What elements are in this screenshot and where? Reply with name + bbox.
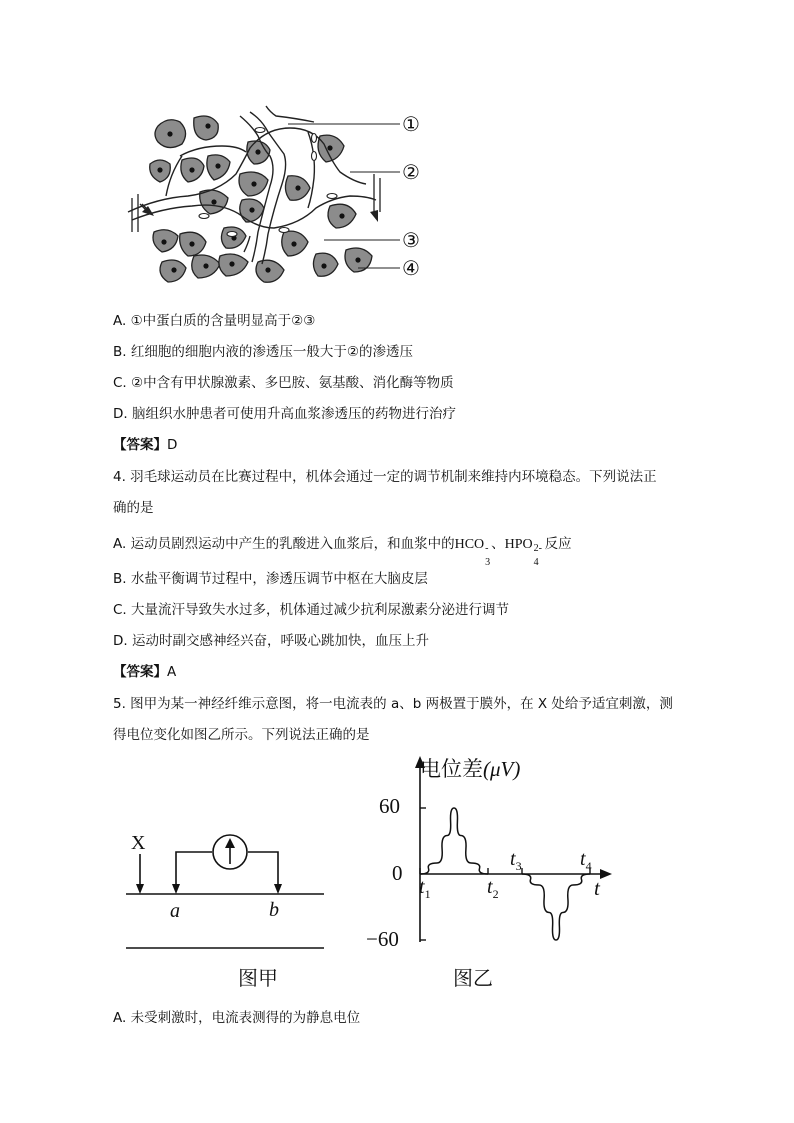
q4-option-c: C. 大量流汗导致失水过多，机体通过减少抗利尿激素分泌进行调节 <box>113 602 510 618</box>
tissue-cell <box>194 116 219 140</box>
figure-caption-yi: 图乙 <box>453 966 493 990</box>
q4-option-a-suffix: 反应 <box>544 536 572 552</box>
ytick-60: 60 <box>379 794 400 818</box>
meter-wire <box>248 852 278 890</box>
q4-option-a-prefix: A. 运动员剧烈运动中产生的乳酸进入血浆后，和血浆中的 <box>113 536 455 552</box>
q3-option-d: D. 脑组织水肿患者可使用升高血浆渗透压的药物进行治疗 <box>113 406 456 422</box>
electrode-a-label: a <box>170 900 180 922</box>
q3-answer <box>113 436 177 454</box>
marker-4: ④ <box>402 256 420 280</box>
q4-option-a <box>113 535 572 568</box>
marker-3: ③ <box>402 228 420 252</box>
q4-option-d: D. 运动时副交感神经兴奋，呼吸心跳加快，血压上升 <box>113 633 429 649</box>
separator: 、 <box>491 536 505 552</box>
potential-curve-1 <box>420 808 488 874</box>
time-label-t3: $t_3$ <box>510 848 522 873</box>
x-axis-arrow <box>600 869 612 879</box>
q4-answer <box>113 663 176 681</box>
time-label-t1: $t_1$ <box>419 876 431 901</box>
q3-option-a: A. ①中蛋白质的含量明显高于②③ <box>113 313 316 329</box>
q4-stem-line1: 4. 羽毛球运动员在比赛过程中，机体会通过一定的调节机制来维持内环境稳态。下列说法正 <box>113 469 657 485</box>
ytick-neg60: −60 <box>366 927 399 951</box>
answer-value: D <box>167 437 178 453</box>
tissue-diagram <box>118 104 438 292</box>
stimulus-label: X <box>131 832 146 854</box>
marker-2: ② <box>402 160 420 184</box>
time-label-t2: $t_2$ <box>487 876 499 901</box>
potential-curve-2 <box>522 874 590 940</box>
q4-option-b: B. 水盐平衡调节过程中，渗透压调节中枢在大脑皮层 <box>113 571 428 587</box>
q4-stem-line2: 确的是 <box>113 500 154 516</box>
q5-stem-line2: 得电位变化如图乙所示。下列说法正确的是 <box>113 727 370 743</box>
meter-wire <box>176 852 212 890</box>
q5-stem-line1: 5. 图甲为某一神经纤维示意图，将一电流表的 a、b 两极置于膜外，在 X 处给予适宜刺激，测 <box>113 696 673 712</box>
y-axis-label: 电位差(μV) <box>420 757 521 781</box>
figure-caption-jia: 图甲 <box>238 966 278 990</box>
q3-option-c: C. ②中含有甲状腺激素、多巴胺、氨基酸、消化酶等物质 <box>113 375 454 391</box>
time-label-t4: $t_4$ <box>580 848 592 873</box>
q5-option-a: A. 未受刺激时，电流表测得的为静息电位 <box>113 1010 361 1026</box>
hpo4-formula: HPO 2- 4 <box>504 537 543 568</box>
hco3-formula: HCO - 3 <box>454 537 491 568</box>
marker-1: ① <box>402 112 420 136</box>
q3-option-b: B. 红细胞的细胞内液的渗透压一般大于②的渗透压 <box>113 344 413 360</box>
x-axis-label: t <box>594 876 600 900</box>
answer-label: 【答案】 <box>113 437 167 453</box>
nerve-fiber-diagram <box>120 830 330 954</box>
answer-value: A <box>167 664 177 680</box>
answer-label: 【答案】 <box>113 664 167 680</box>
ytick-0: 0 <box>392 861 403 885</box>
electrode-b-label: b <box>269 899 279 921</box>
